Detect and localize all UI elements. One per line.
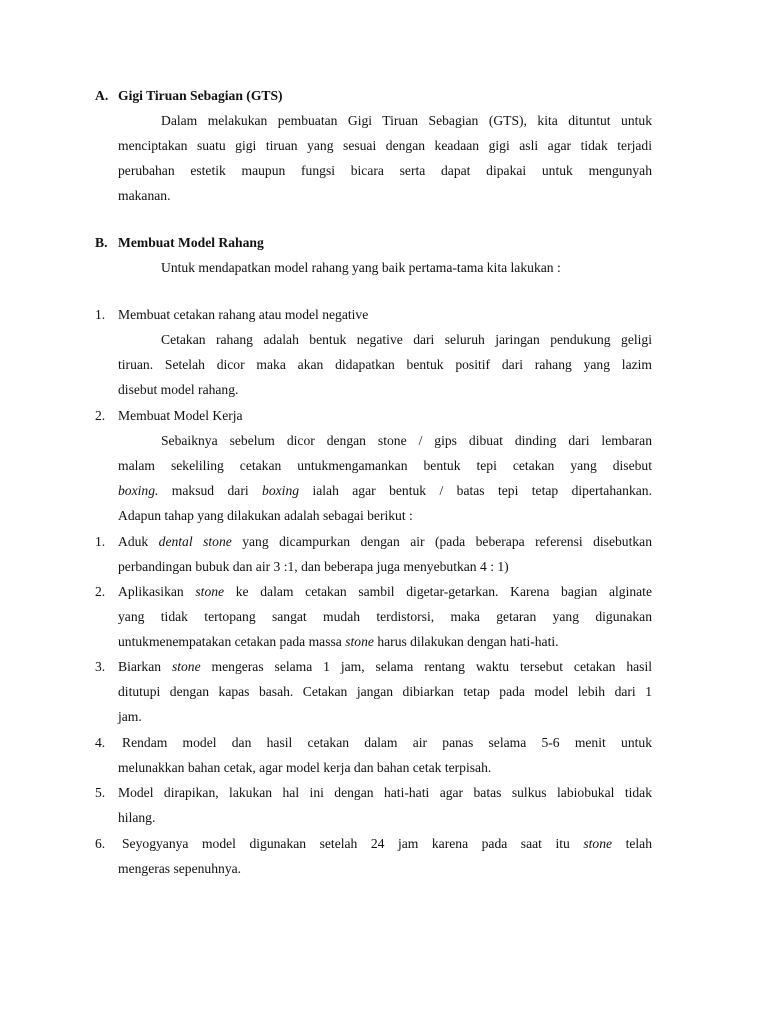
- step-2-number: 2.: [95, 408, 106, 423]
- list-item-line: Biarkan stone mengeras selama 1 jam, selama rentang waktu tersebut cetakan hasil: [118, 659, 652, 674]
- paragraph-line: Dalam melakukan pembuatan Gigi Tiruan Sebagian (GTS), kita dituntut untuk: [161, 113, 652, 128]
- list-item-line: ditutupi dengan kapas basah. Cetakan jangan dibiarkan tetap pada model lebih dari 1: [118, 684, 652, 699]
- list-item-number: 6.: [95, 836, 106, 851]
- paragraph-line: perubahan estetik maupun fungsi bicara serta dapat dipakai untuk mengunyah: [118, 163, 652, 178]
- step-1-title: Membuat cetakan rahang atau model negative: [118, 307, 369, 322]
- paragraph-line: tiruan. Setelah dicor maka akan didapatkan bentuk positif dari rahang yang lazim: [118, 357, 652, 372]
- list-item-line: hilang.: [118, 810, 156, 825]
- list-item-line: Rendam model dan hasil cetakan dalam air panas selama 5-6 menit untuk: [122, 735, 652, 750]
- list-item-number: 5.: [95, 785, 106, 800]
- step-1-number: 1.: [95, 307, 106, 322]
- paragraph-line: menciptakan suatu gigi tiruan yang sesuai dengan keadaan gigi asli agar tidak terjadi: [118, 138, 652, 153]
- paragraph-line: Adapun tahap yang dilakukan adalah sebagai berikut :: [118, 508, 413, 523]
- list-item-line: yang tidak tertopang sangat mudah terdistorsi, maka getaran yang digunakan: [118, 609, 652, 624]
- paragraph-line: disebut model rahang.: [118, 382, 239, 397]
- section-a-label: A.: [95, 88, 109, 103]
- list-item-line: jam.: [118, 709, 142, 724]
- list-item-line: Aplikasikan stone ke dalam cetakan sambil digetar-getarkan. Karena bagian alginate: [118, 584, 652, 599]
- list-item-line: mengeras sepenuhnya.: [118, 861, 242, 876]
- paragraph-line: boxing. maksud dari boxing ialah agar bentuk / batas tepi tetap dipertahankan.: [118, 483, 652, 498]
- list-item-number: 2.: [95, 584, 106, 599]
- list-item-line: Seyogyanya model digunakan setelah 24 jam karena pada saat itu stone telah: [122, 836, 652, 851]
- list-item-line: perbandingan bubuk dan air 3 :1, dan beberapa juga menyebutkan 4 : 1): [118, 559, 509, 574]
- italic-term: stone: [195, 584, 225, 599]
- paragraph-line: Sebaiknya sebelum dicor dengan stone / gips dibuat dinding dari lembaran: [161, 433, 652, 448]
- paragraph-line: makanan.: [118, 188, 171, 203]
- italic-term: dental stone: [158, 534, 232, 549]
- italic-term: stone: [583, 836, 613, 851]
- italic-term: stone: [345, 634, 374, 649]
- list-item-number: 4.: [95, 735, 106, 750]
- paragraph-line: malam sekeliling cetakan untukmengamankan bentuk tepi cetakan yang disebut: [118, 458, 652, 473]
- italic-term: stone: [171, 659, 201, 674]
- list-item-line: melunakkan bahan cetak, agar model kerja dan bahan cetak terpisah.: [118, 760, 492, 775]
- italic-term: boxing: [262, 483, 300, 498]
- list-item-line: untukmenempatakan cetakan pada massa stone harus dilakukan dengan hati-hati.: [118, 634, 559, 649]
- list-item-line: Aduk dental stone yang dicampurkan dengan air (pada beberapa referensi disebutkan: [118, 534, 652, 549]
- paragraph-line: Cetakan rahang adalah bentuk negative dari seluruh jaringan pendukung geligi: [161, 332, 652, 347]
- italic-term: boxing.: [118, 483, 159, 498]
- step-2-title: Membuat Model Kerja: [118, 408, 243, 423]
- list-item-number: 3.: [95, 659, 106, 674]
- section-a-title: Gigi Tiruan Sebagian (GTS): [118, 88, 283, 103]
- section-b-intro: Untuk mendapatkan model rahang yang baik pertama-tama kita lakukan :: [161, 260, 561, 275]
- list-item-line: Model dirapikan, lakukan hal ini dengan hati-hati agar batas sulkus labiobukal tidak: [118, 785, 652, 800]
- list-item-number: 1.: [95, 534, 106, 549]
- section-b-title: Membuat Model Rahang: [118, 235, 264, 250]
- section-b-label: B.: [95, 235, 108, 250]
